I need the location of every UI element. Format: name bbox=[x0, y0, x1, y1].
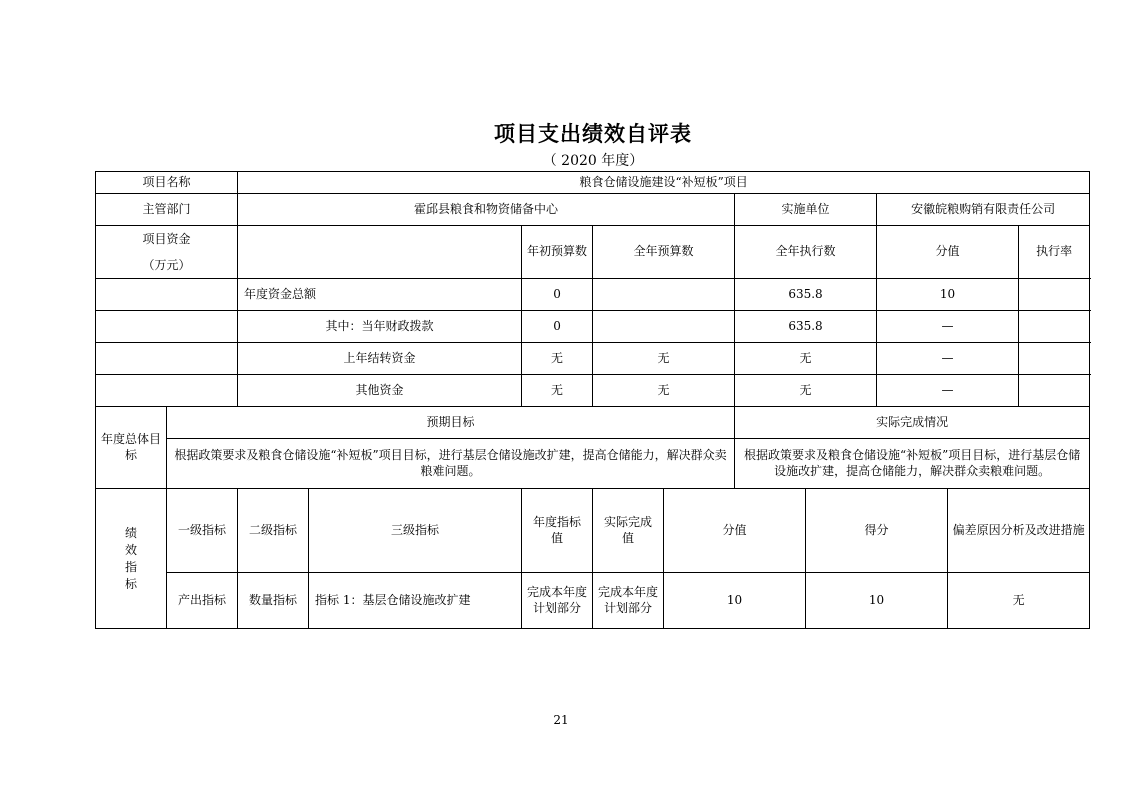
fund-row bbox=[96, 279, 1090, 311]
fund-row-name: 上年结转资金 bbox=[238, 343, 522, 375]
funds-unit: （万元） bbox=[142, 258, 191, 272]
indicator-header-actual bbox=[593, 489, 664, 573]
self-evaluation-table bbox=[95, 171, 1090, 629]
fund-row-annual: 无 bbox=[593, 343, 735, 375]
fund-row-score-value: — bbox=[877, 375, 1019, 407]
indicator-level2: 数量指标 bbox=[238, 573, 309, 629]
goals-header-row bbox=[96, 407, 1090, 439]
fund-row-blank bbox=[96, 311, 238, 343]
fund-row-executed: 635.8 bbox=[735, 311, 877, 343]
fund-row-executed: 无 bbox=[735, 375, 877, 407]
indicator-row bbox=[96, 573, 1090, 629]
funds-header-rate: 执行率 bbox=[1019, 226, 1090, 279]
funds-header-annual: 全年预算数 bbox=[593, 226, 735, 279]
project-name-label: 项目名称 bbox=[96, 172, 238, 194]
indicator-score-value: 10 bbox=[664, 573, 806, 629]
indicators-label-cell bbox=[96, 489, 167, 629]
indicator-deviation: 无 bbox=[948, 573, 1090, 629]
funds-header-initial: 年初预算数 bbox=[522, 226, 593, 279]
fund-row-blank bbox=[96, 375, 238, 407]
indicator-level3: 指标 1：基层仓储设施改扩建 bbox=[309, 573, 522, 629]
fund-row bbox=[96, 311, 1090, 343]
indicator-header-target bbox=[522, 489, 593, 573]
department-row bbox=[96, 194, 1090, 226]
fund-row-annual: 无 bbox=[593, 375, 735, 407]
fund-row-rate bbox=[1019, 343, 1090, 375]
indicator-header-score: 得分 bbox=[806, 489, 948, 573]
fund-row-initial: 0 bbox=[522, 311, 593, 343]
funds-header-blank bbox=[238, 226, 522, 279]
fund-row-initial: 0 bbox=[522, 279, 593, 311]
project-name-value: 粮食仓储设施建设“补短板”项目 bbox=[238, 172, 1090, 194]
indicator-target-text: 完成本年度计划部分 bbox=[527, 584, 588, 615]
indicator-actual bbox=[593, 573, 664, 629]
funds-label-cell bbox=[96, 226, 238, 279]
indicators-header-row bbox=[96, 489, 1090, 573]
implementer-label: 实施单位 bbox=[735, 194, 877, 226]
indicator-header-actual-text: 实际完成值 bbox=[604, 514, 653, 545]
implementer-value: 安徽皖粮购销有限责任公司 bbox=[877, 194, 1090, 226]
indicator-header-deviation: 偏差原因分析及改进措施 bbox=[948, 489, 1090, 573]
indicator-header-score-value: 分值 bbox=[664, 489, 806, 573]
fund-row-score-value: — bbox=[877, 343, 1019, 375]
fund-row-initial: 无 bbox=[522, 343, 593, 375]
indicator-header-target-text: 年度指标值 bbox=[533, 514, 582, 545]
indicator-header-level2: 二级指标 bbox=[238, 489, 309, 573]
goals-content-row bbox=[96, 439, 1090, 489]
goals-expected-text: 根据政策要求及粮食仓储设施“补短板”项目目标，进行基层仓储设施改扩建，提高仓储能力，解决群众卖粮难问题。 bbox=[167, 439, 735, 489]
department-value: 霍邱县粮食和物资储备中心 bbox=[238, 194, 735, 226]
fund-row-annual bbox=[593, 279, 735, 311]
fund-row-name: 其他资金 bbox=[238, 375, 522, 407]
fund-row-blank bbox=[96, 279, 238, 311]
indicator-level1: 产出指标 bbox=[167, 573, 238, 629]
fund-row-initial: 无 bbox=[522, 375, 593, 407]
page-number: 21 bbox=[553, 713, 569, 727]
fund-row-rate bbox=[1019, 375, 1090, 407]
fund-row bbox=[96, 375, 1090, 407]
fund-row bbox=[96, 343, 1090, 375]
indicator-header-level1: 一级指标 bbox=[167, 489, 238, 573]
funds-header-score-value: 分值 bbox=[877, 226, 1019, 279]
funds-header-executed: 全年执行数 bbox=[735, 226, 877, 279]
page-title: 项目支出绩效自评表 bbox=[494, 122, 692, 146]
funds-header-row bbox=[96, 226, 1090, 279]
fund-row-rate bbox=[1019, 311, 1090, 343]
fund-row-score-value: — bbox=[877, 311, 1019, 343]
indicator-target bbox=[522, 573, 593, 629]
indicators-label: 绩效指标 bbox=[124, 525, 137, 591]
indicator-header-level3: 三级指标 bbox=[309, 489, 522, 573]
goals-actual-text: 根据政策要求及粮食仓储设施“补短板”项目目标，进行基层仓储设施改扩建，提高仓储能力，解决群众卖粮难问题。 bbox=[735, 439, 1090, 489]
fund-row-annual bbox=[593, 311, 735, 343]
fund-row-executed: 无 bbox=[735, 343, 877, 375]
goals-actual-label: 实际完成情况 bbox=[735, 407, 1090, 439]
fund-row-score-value: 10 bbox=[877, 279, 1019, 311]
indicator-actual-text: 完成本年度计划部分 bbox=[598, 584, 659, 615]
project-name-row bbox=[96, 172, 1090, 194]
department-label: 主管部门 bbox=[96, 194, 238, 226]
funds-label: 项目资金 bbox=[142, 232, 191, 246]
fund-row-blank bbox=[96, 343, 238, 375]
fund-row-rate bbox=[1019, 279, 1090, 311]
fund-row-name: 年度资金总额 bbox=[238, 279, 522, 311]
goals-expected-label: 预期目标 bbox=[167, 407, 735, 439]
indicator-score: 10 bbox=[806, 573, 948, 629]
page-subtitle: （ 2020 年度） bbox=[542, 153, 644, 169]
fund-row-name: 其中：当年财政拨款 bbox=[238, 311, 522, 343]
goals-label: 年度总体目标 bbox=[96, 407, 167, 489]
fund-row-executed: 635.8 bbox=[735, 279, 877, 311]
